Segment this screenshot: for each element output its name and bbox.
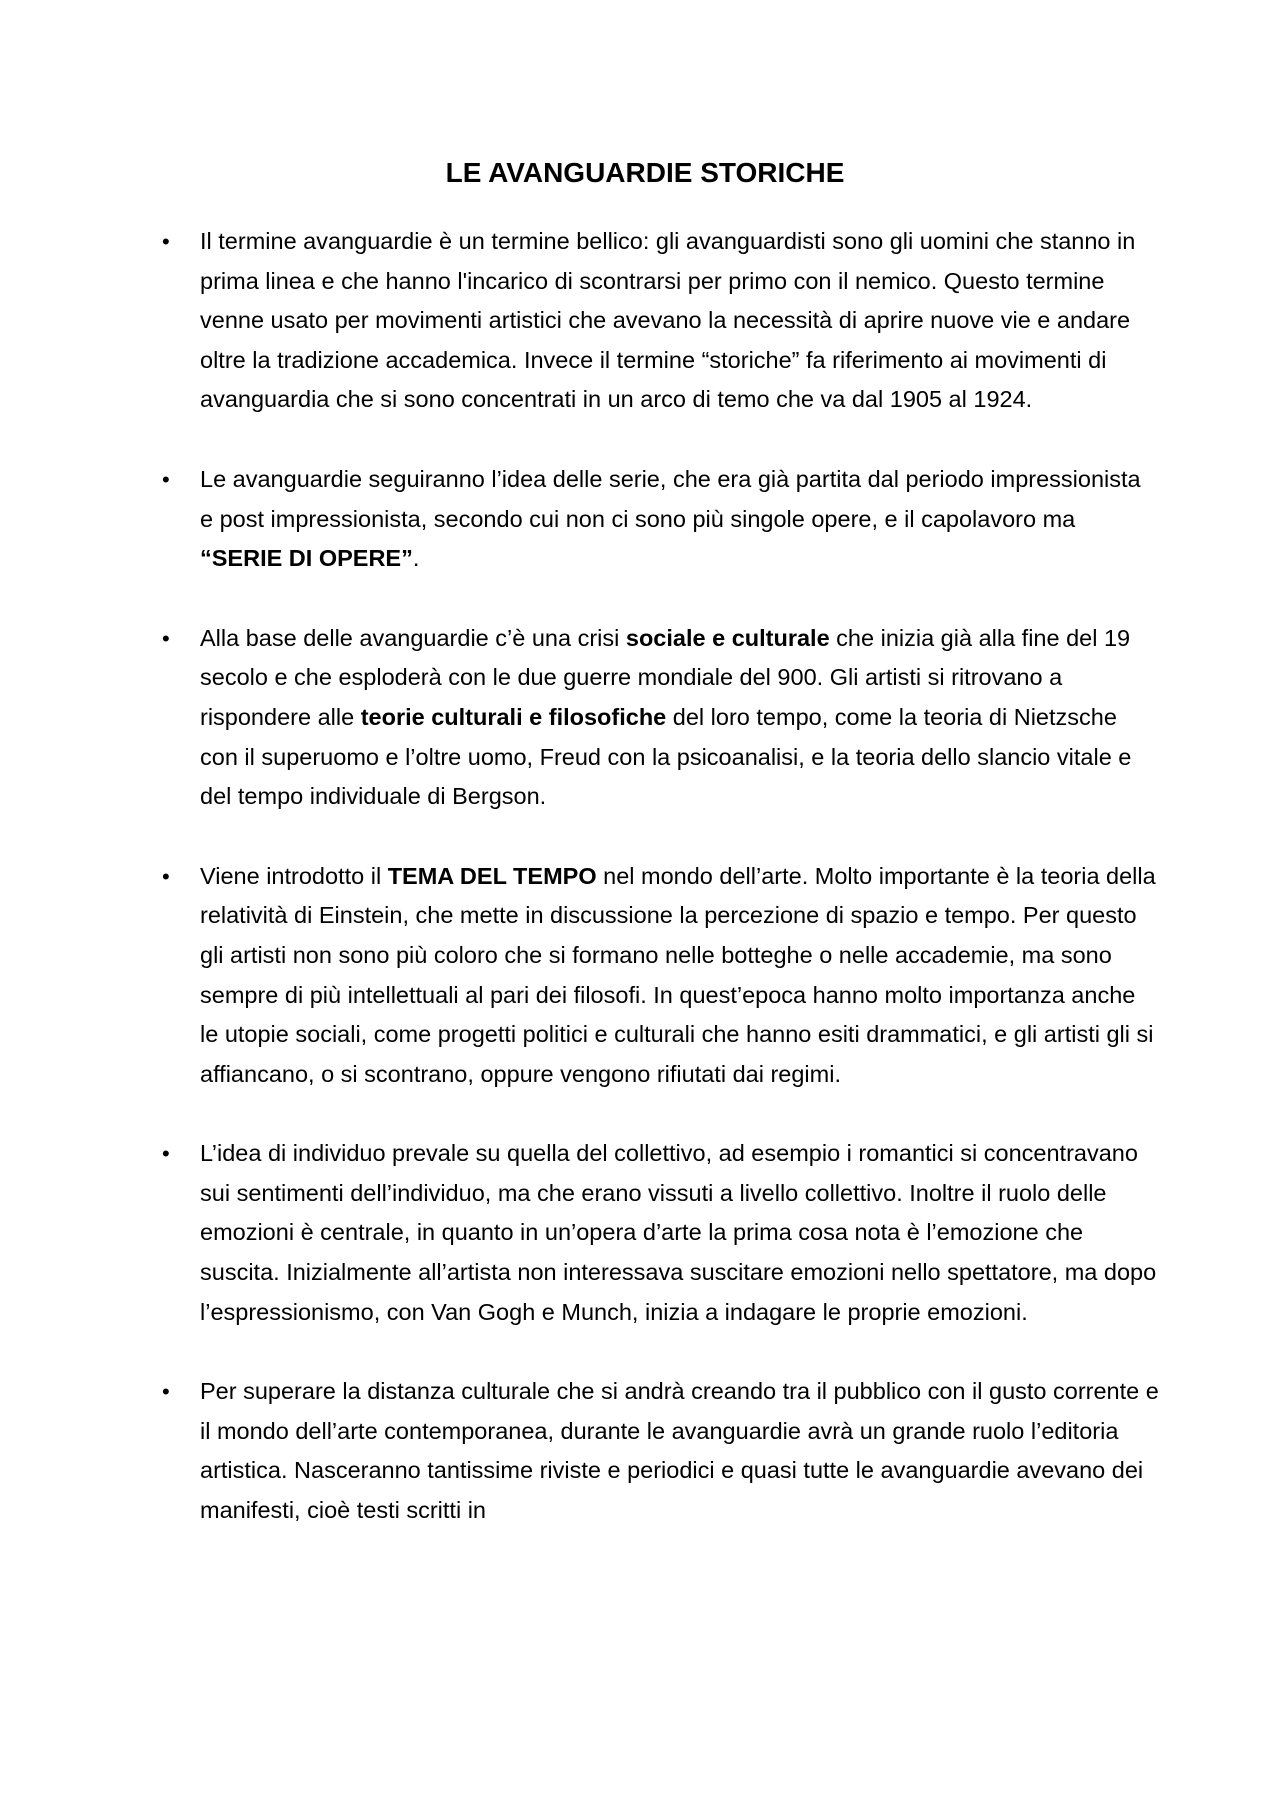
text-segment: Alla base delle avanguardie c’è una crisi — [200, 624, 626, 651]
text-segment: del loro tempo, come la teoria di Nietzsche con il superuomo e l’oltre uomo, Freud con la psicoanalisi, e la teoria dello slancio vitale e del tempo individuale di Bergson. — [200, 703, 1132, 810]
list-item — [160, 1134, 1160, 1332]
paragraph-text — [200, 625, 1131, 809]
bullet-icon: • — [162, 229, 170, 254]
bullet-icon: • — [162, 625, 170, 651]
bold-text: teorie culturali e filosofiche — [360, 703, 667, 730]
list-item — [160, 222, 1160, 420]
list-item — [160, 857, 1160, 1095]
bullet-icon: • — [162, 1141, 170, 1167]
list-item — [160, 460, 1160, 579]
bold-text: TEMA DEL TEMPO — [387, 862, 597, 889]
paragraph-text — [200, 863, 1156, 1087]
text-segment: nel mondo dell’arte. Molto importante è la teoria della relatività di Einstein, che mette in discussione la percezione di spazio e tempo. Per questo gli artisti non sono più coloro che si formano nelle botteghe o nelle accademie, ma sono sempre di più intellettuali al pari dei filosofi. In quest’epoca hanno molto importanza anche le utopie sociali, come progetti politici e culturali che hanno esiti drammatici, e gli artisti gli si affiancano, o si scontrano, oppure vengono rifiutati dai regimi. — [200, 862, 1156, 1087]
bullet-icon: • — [162, 863, 170, 889]
text-segment: . — [412, 545, 420, 572]
list-item — [160, 619, 1160, 817]
bullet-list — [160, 222, 1160, 1571]
bullet-icon: • — [162, 466, 170, 492]
text-segment: che inizia già alla fine del 19 secolo e che esploderà con le due guerre mondiale del 900. Gli artisti si ritrovano a rispondere alle — [200, 624, 1131, 730]
paragraph-text — [200, 466, 1141, 571]
text-segment: Viene introdotto il — [200, 862, 388, 889]
list-item — [160, 1372, 1160, 1530]
bullet-icon: • — [162, 1379, 170, 1405]
paragraph-text — [200, 1140, 1156, 1324]
text-segment: Le avanguardie seguiranno l’idea delle serie, che era già partita dal periodo impressionista e post impressionista, secondo cui non ci sono più singole opere, e il capolavoro ma — [200, 465, 1141, 532]
text-segment: Per superare la distanza culturale che si andrà creando tra il pubblico con il gusto corrente e il mondo dell’arte contemporanea, durante le avanguardie avrà un grande ruolo l’editoria artistica. Nasceranno tantissime riviste e periodici e quasi tutte le avanguardie avevano dei manifesti, cioè testi scritti in — [200, 1378, 1159, 1524]
bold-text: “SERIE DI OPERE” — [200, 545, 413, 572]
bold-text: sociale e culturale — [625, 624, 830, 651]
paragraph-text — [200, 1378, 1159, 1523]
paragraph-text — [200, 228, 1135, 412]
text-segment: L’idea di individuo prevale su quella del collettivo, ad esempio i romantici si concentravano sui sentimenti dell’individuo, ma che erano vissuti a livello collettivo. Inoltre il ruolo delle emozioni è centrale, in quanto in un’opera d’arte la prima cosa nota è l’emozione che suscita. Inizialmente all’artista non interessava suscitare emozioni nello spettatore, ma dopo l’espressionismo, con Van Gogh e Munch, inizia a indagare le proprie emozioni. — [200, 1140, 1157, 1325]
text-segment: Il termine avanguardie è un termine bellico: gli avanguardisti sono gli uomini che stanno in prima linea e che hanno l'incarico di scontrarsi per primo con il nemico. Questo termine venne usato per movimenti artistici che avevano la necessità di aprire nuove vie e andare oltre la tradizione accademica. Invece il termine “storiche” fa riferimento ai movimenti di avanguardia che si sono concentrati in un arco di temo che va dal 1905 al 1924. — [200, 228, 1136, 413]
document-title: LE AVANGUARDIE STORICHE — [445, 157, 845, 188]
